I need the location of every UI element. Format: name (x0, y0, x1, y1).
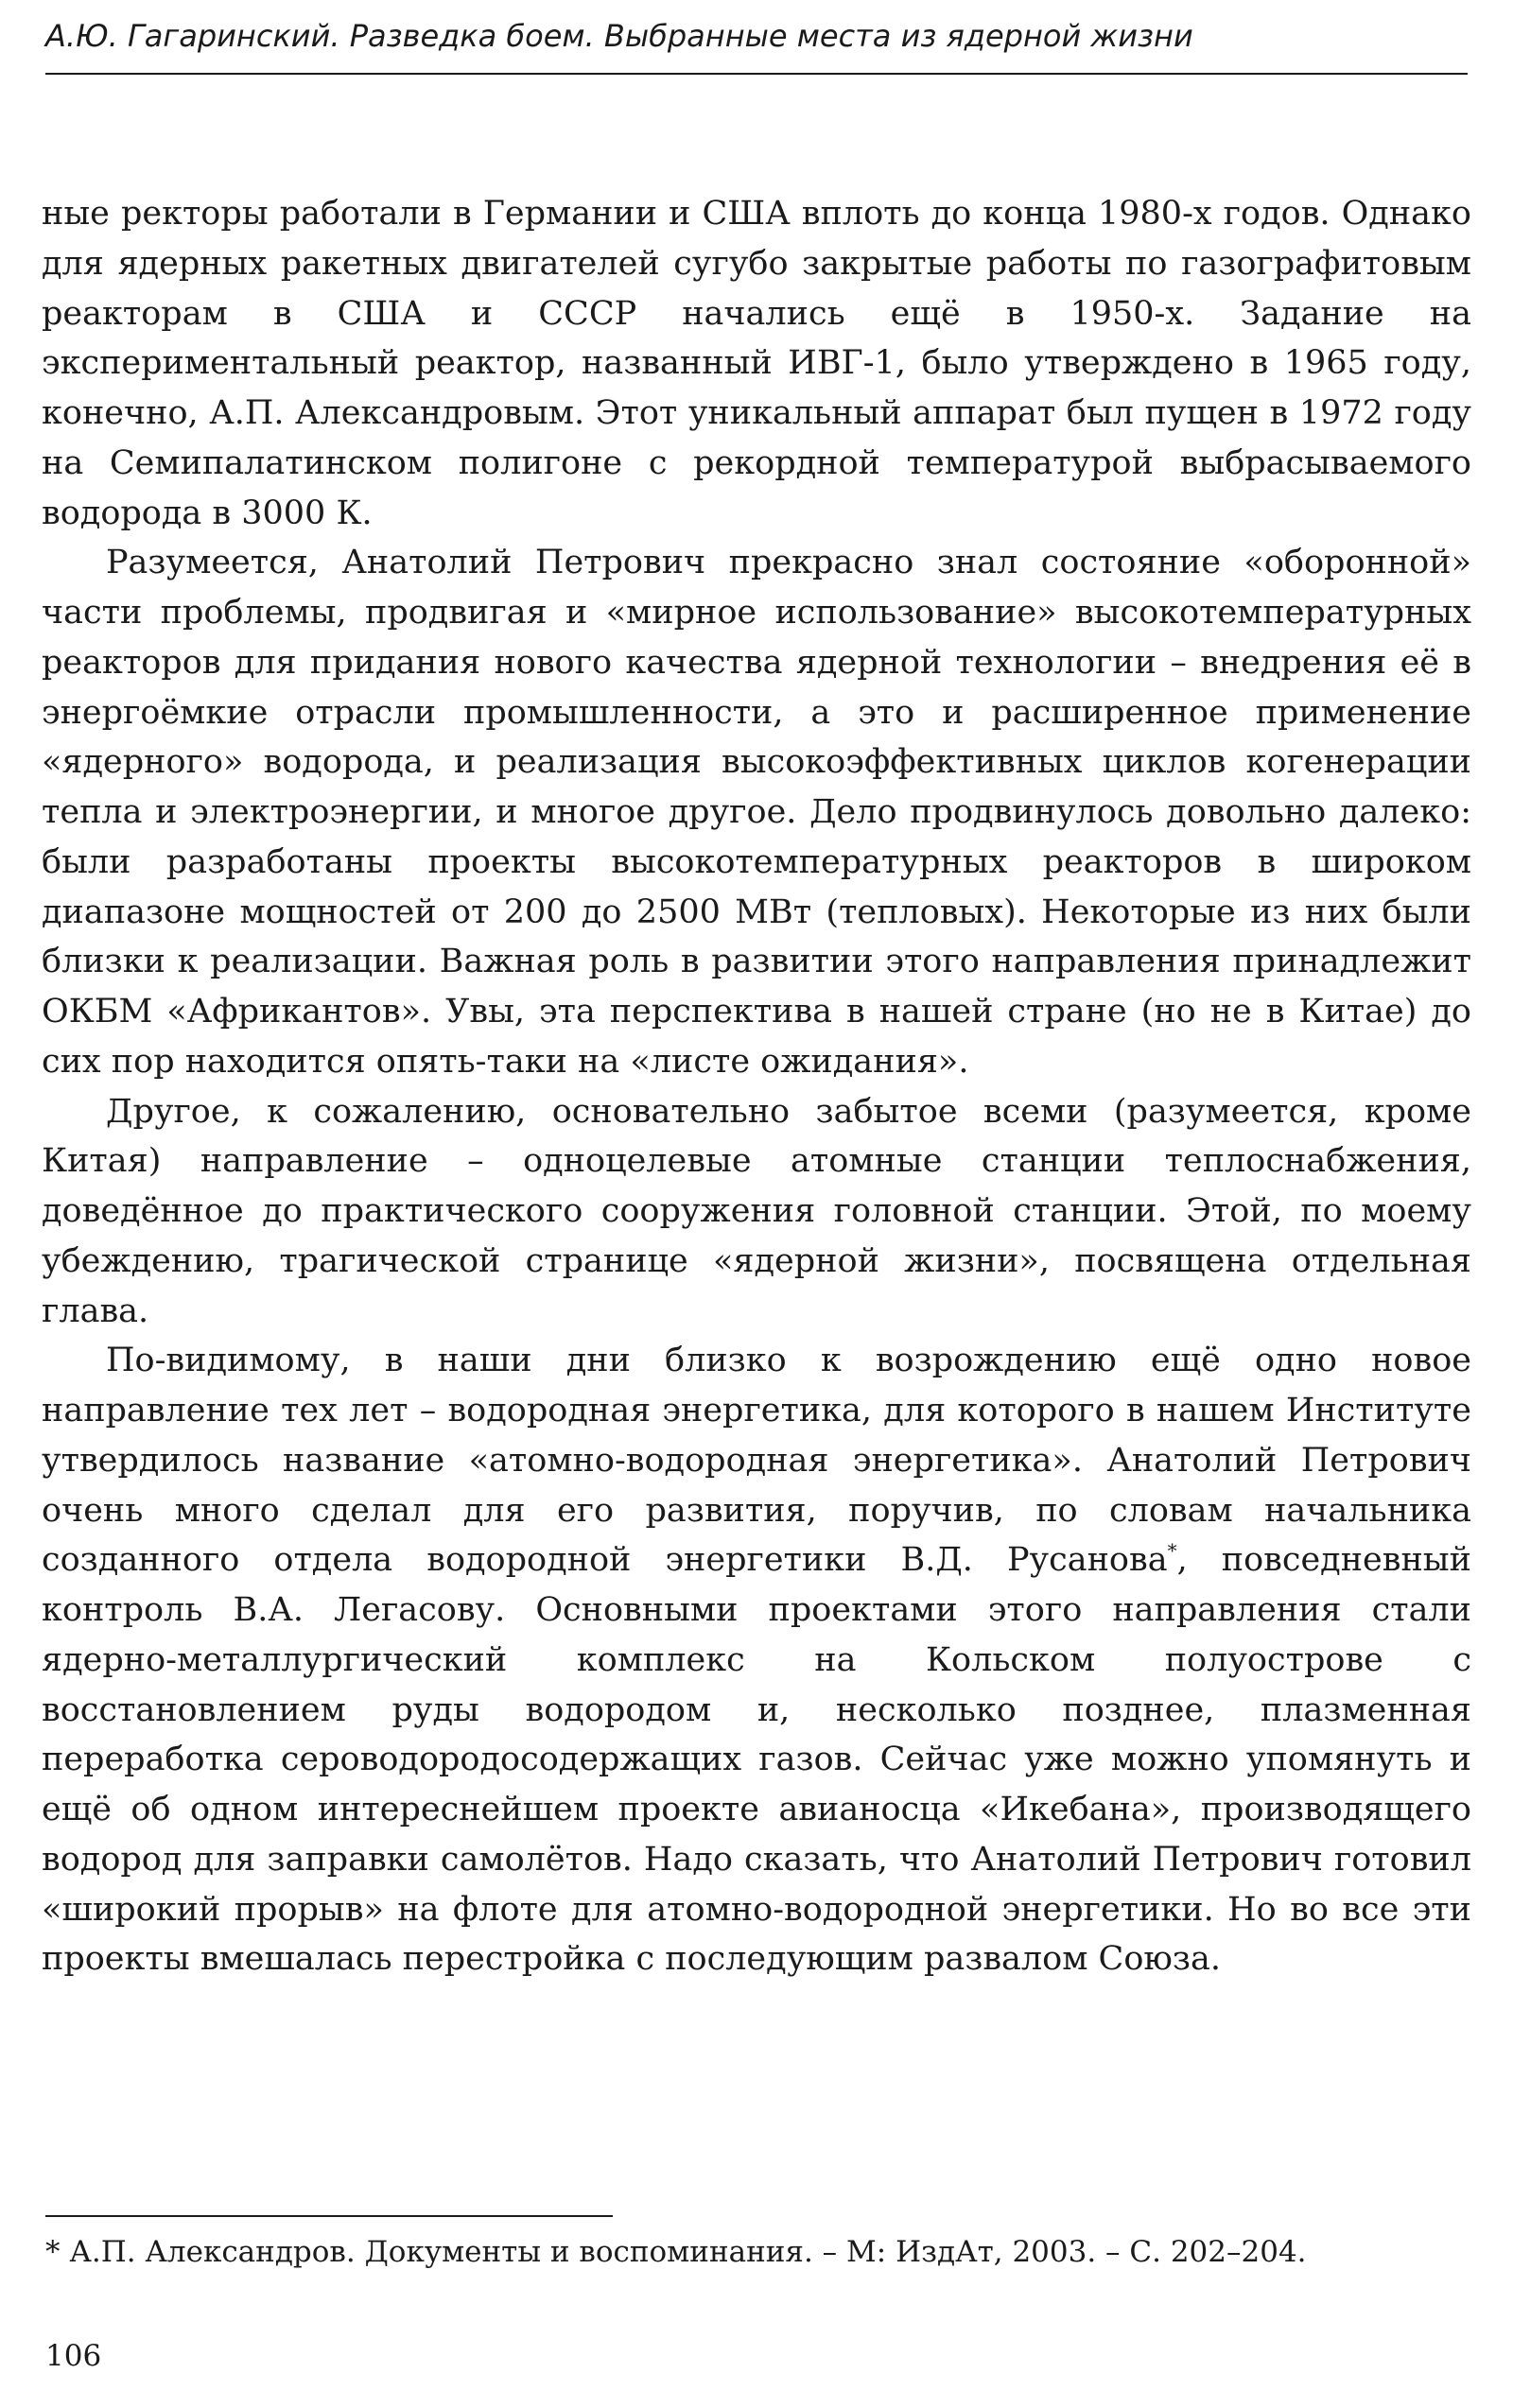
paragraph-4-part-2: , повседневный контроль В.А. Легасову. Основными проектами этого направления стали ядерно-металлургический комплекс на Кольском полуострове с восстановлением руды водородом и, несколько позднее, плазменная переработка сероводородосодержащих газов. Сейчас уже можно упомянуть и ещё об одном интереснейшем проекте авианосца «Икебана», производящего водород для заправки самолётов. Надо сказать, что Анатолий Петрович готовил «широкий прорыв» на флоте для атомно-водородной энергетики. Но во все эти проекты вмешалась перестройка с последующим развалом Союза. (42, 1541, 1471, 1979)
footnote-reference: * (1167, 1539, 1177, 1563)
paragraph-4-part-1: По-видимому, в наши дни близко к возрождению ещё одно новое направление тех лет – водородная энергетика, для которого в нашем Институте утвердилось название «атомно-водородная энергетика». Анатолий Петрович очень много сделал для его развития, поручив, по словам начальника созданного отдела водородной энергетики В.Д. Русанова (42, 1342, 1471, 1580)
paragraph-4 (42, 1336, 1471, 1984)
running-header: А.Ю. Гагаринский. Разведка боем. Выбранные места из ядерной жизни (45, 18, 1193, 54)
footnote-text: А.П. Александров. Документы и воспоминания. – М: ИздАт, 2003. – С. 202–204. (69, 2235, 1307, 2269)
footnote-marker: * (45, 2235, 61, 2269)
paragraph-1: ные ректоры работали в Германии и США вплоть до конца 1980-х годов. Однако для ядерных ракетных двигателей сугубо закрытые работы по газографитовым реакторам в США и СССР начались ещё в 1950-х. Задание на экспериментальный реактор, названный ИВГ-1, было утверждено в 1965 году, конечно, А.П. Александровым. Этот уникальный аппарат был пущен в 1972 году на Семипалатинском полигоне с рекордной температурой выбрасываемого водорода в 3000 К. (42, 195, 1471, 532)
footnote-rule (45, 2215, 613, 2217)
body-text (42, 189, 1471, 1984)
paragraph-2: Разумеется, Анатолий Петрович прекрасно знал состояние «оборонной» части проблемы, продвигая и «мирное использование» высокотемпературных реакторов для придания нового качества ядерной технологии – внедрения её в энергоёмкие отрасли промышленности, а это и расширенное применение «ядерного» водорода, и реализация высокоэффективных циклов когенерации тепла и электроэнергии, и многое другое. Дело продвинулось довольно далеко: были разработаны проекты высокотемпературных реакторов в широком диапазоне мощностей от 200 до 2500 МВт (тепловых). Некоторые из них были близки к реализации. Важная роль в развитии этого направления принадлежит ОКБМ «Африкантов». Увы, эта перспектива в нашей стране (но не в Китае) до сих пор находится опять-таки на «листе ожидания». (42, 544, 1471, 1081)
footnote (45, 2231, 1464, 2273)
header-rule (45, 73, 1468, 75)
paragraph-3: Другое, к сожалению, основательно забытое всеми (разумеется, кроме Китая) направление – одноцелевые атомные станции теплоснабжения, доведённое до практического сооружения головной станции. Этой, по моему убеждению, трагической странице «ядерной жизни», посвящена отдельная глава. (42, 1092, 1471, 1330)
page-number: 106 (45, 2339, 102, 2373)
